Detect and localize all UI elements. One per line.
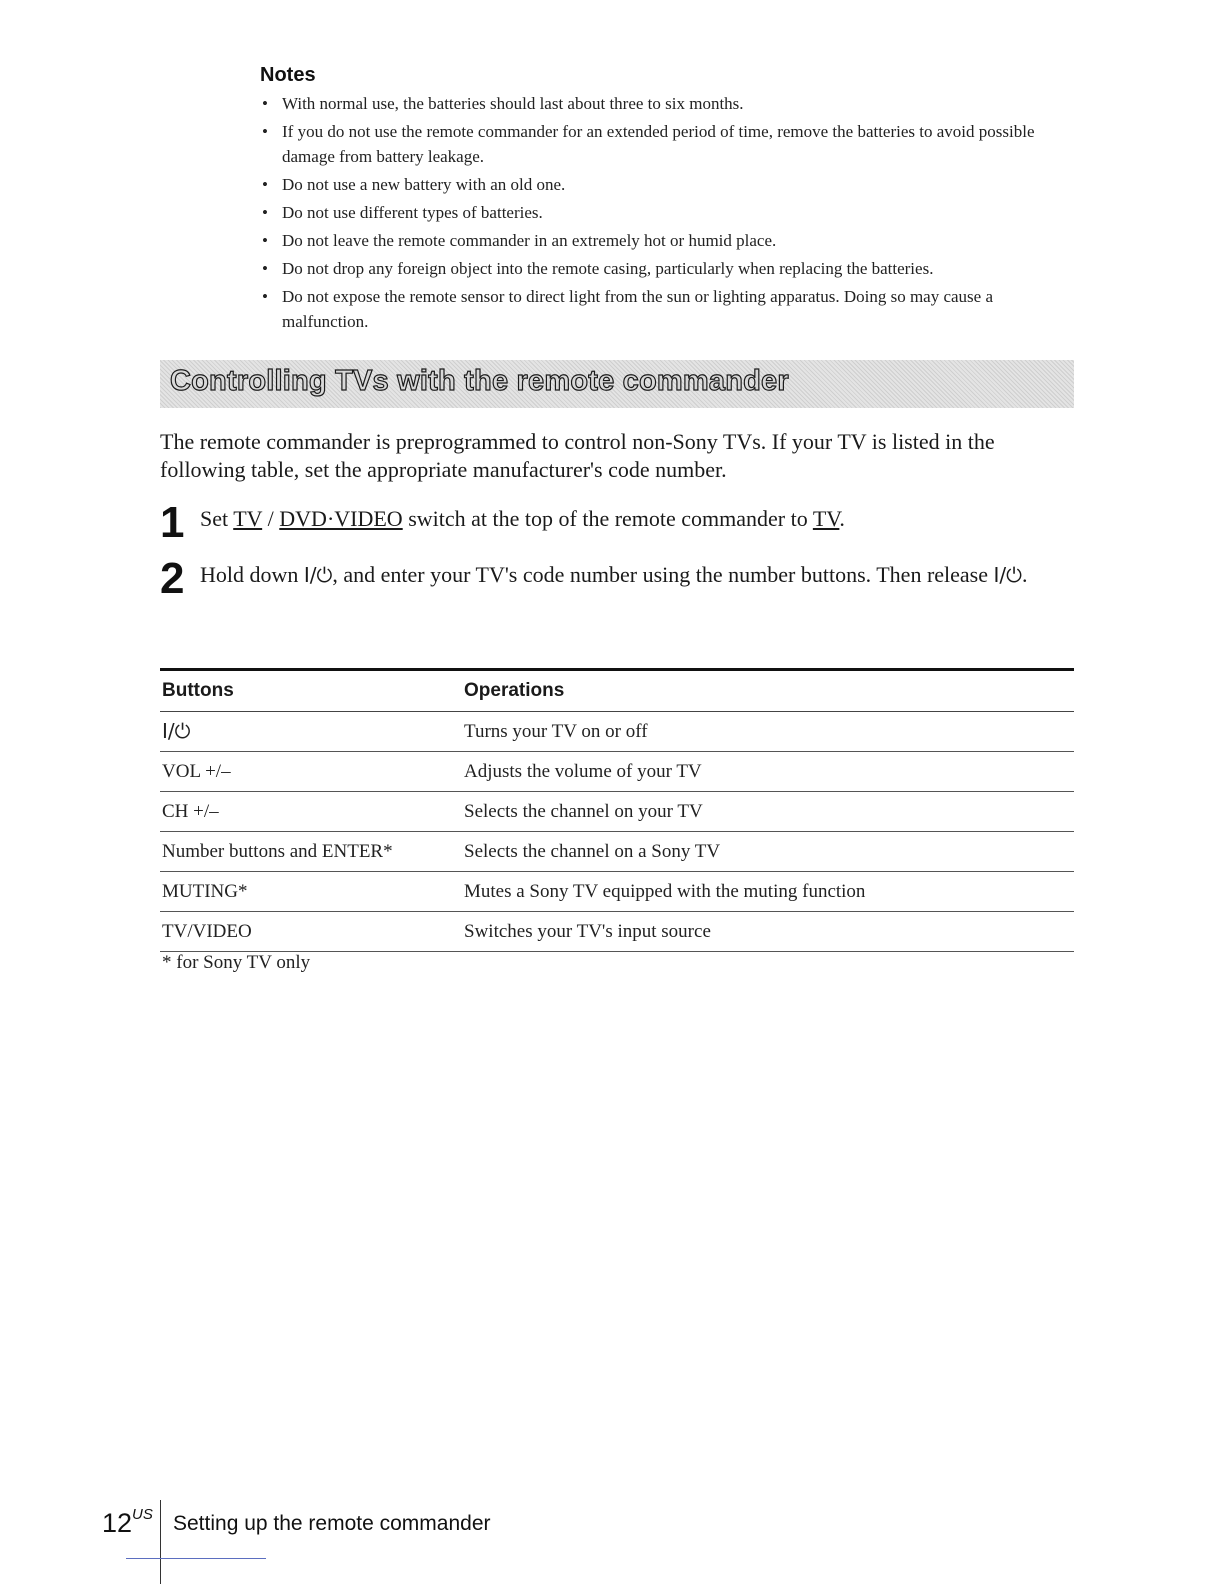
table-row [160, 832, 1074, 872]
page-number-value: 12 [102, 1508, 133, 1538]
bullet-icon: • [262, 122, 268, 141]
column-header-buttons: Buttons [160, 670, 462, 712]
table-row [160, 912, 1074, 952]
footer-section-title: Setting up the remote commander [173, 1512, 491, 1535]
table-row [160, 712, 1074, 752]
step-text-part: switch at the top of the remote commander to [402, 506, 813, 531]
operation-cell: Switches your TV's input source [462, 912, 1074, 952]
list-item [260, 119, 1080, 169]
step-1 [160, 498, 1075, 547]
list-item [260, 284, 1080, 334]
step-text-part: / [262, 506, 280, 531]
bullet-icon: • [262, 175, 268, 194]
step-number: 1 [160, 498, 185, 547]
button-cell: VOL +/– [160, 752, 462, 792]
step-text-part: . [839, 506, 845, 531]
table-footnote: * for Sony TV only [162, 952, 311, 973]
button-cell: Number buttons and ENTER* [160, 832, 462, 872]
switch-label-tv: TV [233, 506, 263, 531]
list-item [260, 256, 1080, 281]
note-text: Do not use different types of batteries. [282, 203, 543, 222]
operation-cell: Mutes a Sony TV equipped with the muting function [462, 872, 1074, 912]
footer-divider [160, 1500, 161, 1584]
notes-heading: Notes [260, 64, 316, 86]
list-item [260, 228, 1080, 253]
bullet-icon: • [262, 94, 268, 113]
button-cell [160, 712, 462, 752]
section-banner [160, 360, 1074, 408]
note-text: Do not use a new battery with an old one. [282, 175, 566, 194]
step-text [200, 561, 1075, 589]
step-text-part: Set [200, 506, 234, 531]
operation-cell: Selects the channel on a Sony TV [462, 832, 1074, 872]
step-2 [160, 554, 1075, 603]
operation-cell: Adjusts the volume of your TV [462, 752, 1074, 792]
power-icon: I/⏻ [993, 563, 1022, 587]
switch-label-tv: TV [812, 506, 840, 531]
list-item [260, 91, 1080, 116]
notes-list [260, 91, 1080, 334]
page-number-suffix: US [132, 1506, 153, 1523]
operation-cell: Selects the channel on your TV [462, 792, 1074, 832]
note-text: Do not leave the remote commander in an extremely hot or humid place. [282, 231, 777, 250]
operation-cell: Turns your TV on or off [462, 712, 1074, 752]
table-row [160, 792, 1074, 832]
power-icon: I/⏻ [303, 563, 333, 587]
bullet-icon: • [262, 203, 268, 222]
table-row [160, 752, 1074, 792]
footer-rule [126, 1558, 266, 1559]
table-header-row [160, 670, 1074, 712]
power-icon: I/⏻ [162, 719, 191, 743]
step-text-part: , and enter your TV's code number using the number buttons. Then release [332, 562, 994, 587]
button-cell: CH +/– [160, 792, 462, 832]
notes-section [260, 64, 1080, 337]
button-cell: TV/VIDEO [160, 912, 462, 952]
note-text: Do not expose the remote sensor to direct light from the sun or lighting apparatus. Doing so may cause a malfunction. [282, 287, 994, 331]
note-text: If you do not use the remote commander for an extended period of time, remove the batteries to avoid possible damage from battery leakage. [282, 122, 1035, 166]
list-item [260, 172, 1080, 197]
buttons-table [160, 668, 1074, 952]
note-text: With normal use, the batteries should last about three to six months. [282, 94, 744, 113]
bullet-icon: • [262, 287, 268, 306]
list-item [260, 200, 1080, 225]
step-text [200, 505, 1075, 533]
button-cell: MUTING* [160, 872, 462, 912]
column-header-operations: Operations [462, 670, 1074, 712]
bullet-icon: • [262, 259, 268, 278]
bullet-icon: • [262, 231, 268, 250]
switch-label-dvd-video: DVD·VIDEO [279, 506, 403, 531]
step-text-part: Hold down [200, 562, 304, 587]
section-title: Controlling TVs with the remote commander [170, 365, 789, 397]
page-number [102, 1508, 153, 1539]
intro-paragraph: The remote commander is preprogrammed to control non-Sony TVs. If your TV is listed in the following table, set the appropriate manufacturer's code number. [160, 429, 995, 482]
step-number: 2 [160, 554, 185, 603]
note-text: Do not drop any foreign object into the remote casing, particularly when replacing the batteries. [282, 259, 934, 278]
step-text-part: . [1021, 562, 1028, 587]
table-row [160, 872, 1074, 912]
